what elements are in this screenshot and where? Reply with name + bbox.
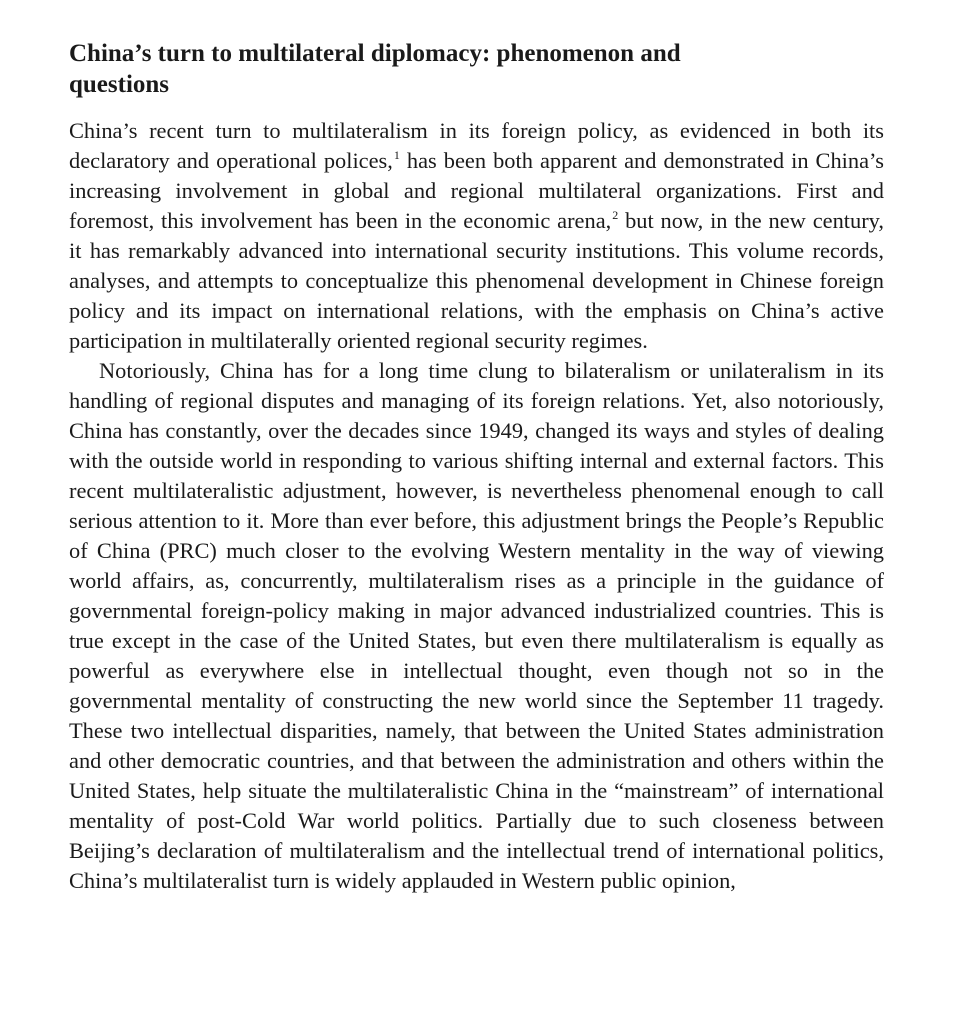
paragraph-1 xyxy=(69,116,884,356)
paragraph-1-part-3: but now, in the new century, it has remarkably advanced into international security institutions. This volume records, analyses, and attempts to conceptualize this phenomenal development in Chinese foreign policy and its impact on international relations, with the emphasis on China’s active participation in multilaterally oriented regional security regimes. xyxy=(69,208,884,353)
footnote-marker-1[interactable]: 1 xyxy=(393,148,400,162)
paragraph-1-part-1: China’s recent turn to multilateralism in its foreign policy, as evidenced in both its declaratory and operational polices, xyxy=(69,118,884,173)
body-text xyxy=(69,116,884,896)
paragraph-2: Notoriously, China has for a long time clung to bilateralism or unilateralism in its handling of regional disputes and managing of its foreign relations. Yet, also notoriously, China has constantly, over the decades since 1949, changed its ways and styles of dealing with the outside world in responding to various shifting internal and external factors. This recent multilateralistic adjustment, however, is nevertheless phenomenal enough to call serious attention to it. More than ever before, this adjustment brings the People’s Republic of China (PRC) much closer to the evolving Western mentality in the way of viewing world affairs, as, concurrently, multilateralism rises as a principle in the guidance of governmental foreign-policy making in major advanced industrialized countries. This is true except in the case of the United States, but even there multilateralism is equally as powerful as everywhere else in intellectual thought, even though not so in the governmental mentality of constructing the new world since the September 11 tragedy. These two intellectual disparities, namely, that between the United States administration and other democratic countries, and that between the administration and others within the United States, help situate the multilateralistic China in the “mainstream” of international mentality of post-Cold War world politics. Partially due to such closeness between Beijing’s declaration of multilateralism and the intellectual trend of international politics, China’s multilateralist turn is widely applauded in Western public opinion, xyxy=(69,358,884,893)
footnote-marker-2[interactable]: 2 xyxy=(612,208,619,222)
book-page xyxy=(69,38,884,896)
section-heading: China’s turn to multilateral diplomacy: phenomenon and questions xyxy=(69,40,681,98)
paragraph-1-part-2: has been both apparent and demonstrated in China’s increasing involvement in global and regional multilateral organizations. First and foremost, this involvement has been in the economic arena, xyxy=(69,148,884,233)
